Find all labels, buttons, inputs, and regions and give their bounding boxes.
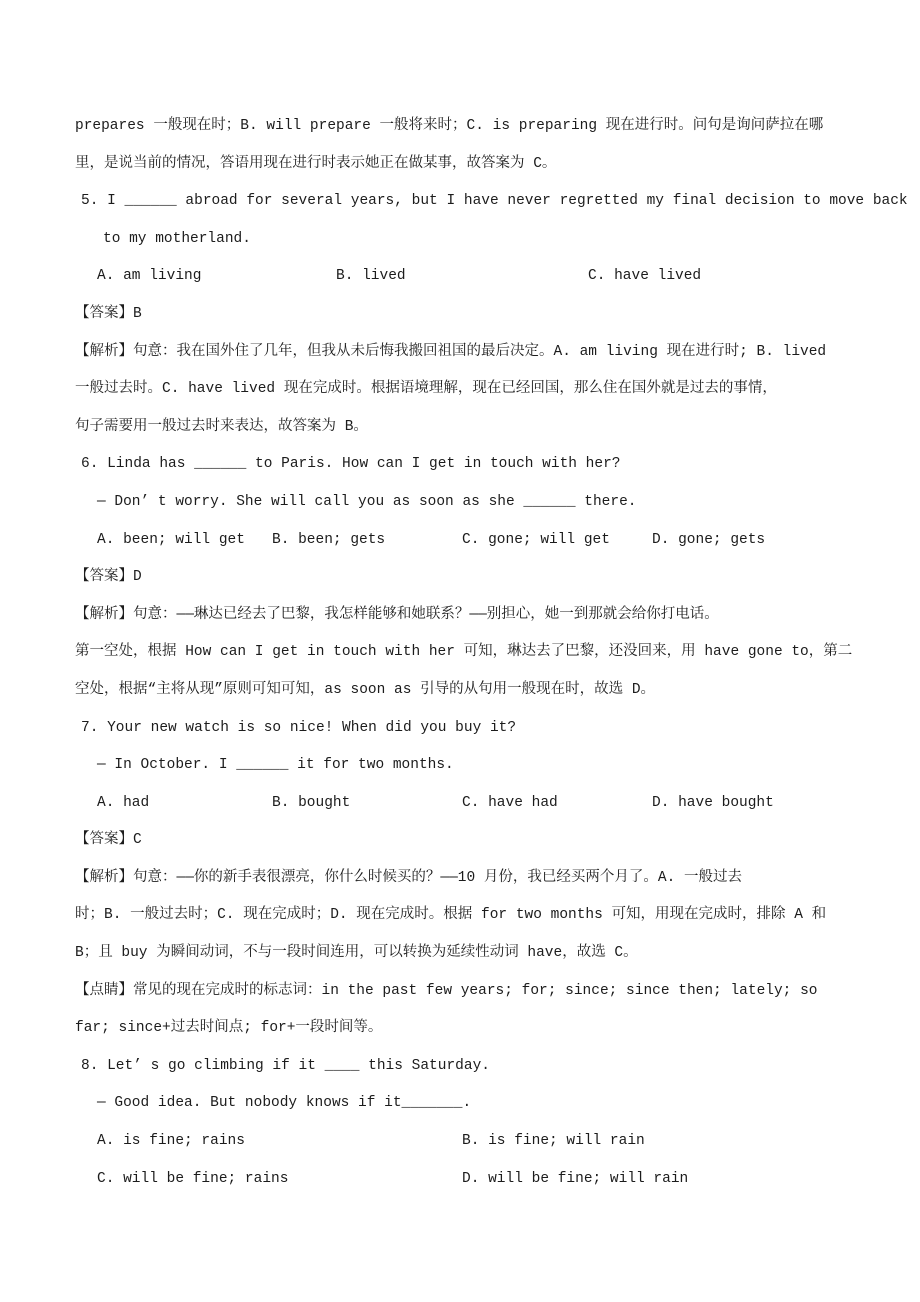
option-item-b: B. is fine; will rain xyxy=(462,1133,645,1150)
analysis-line: 【解析】句意：——琳达已经去了巴黎，我怎样能够和她联系？——别担心，她一到那就会给你打电话。 xyxy=(75,606,719,623)
option-item-a: A. been; will get xyxy=(97,531,245,548)
option-item-c: C. have lived xyxy=(588,268,702,285)
question-continuation: to my motherland. xyxy=(103,230,251,247)
question-line-6: 6. Linda has ______ to Paris. How can I get in touch with her? xyxy=(81,456,621,473)
analysis-line: 第一空处，根据 How can I get in touch with her 可知，琳达去了巴黎，还没回来，用 have gone to，第二 xyxy=(75,644,853,661)
option-item-a: A. had xyxy=(97,794,150,811)
option-item-a: A. am living xyxy=(97,268,202,285)
tip-line: 【点睛】常见的现在完成时的标志词：in the past few years; for; since; since then; lately; so xyxy=(75,982,818,999)
options-row-q6 xyxy=(75,522,845,560)
options-row-q8-cd xyxy=(75,1161,845,1199)
options-row-q8-ab xyxy=(75,1123,845,1161)
option-item-a: A. is fine; rains xyxy=(97,1133,245,1150)
question-line-7: 7. Your new watch is so nice! When did you buy it? xyxy=(81,719,517,736)
analysis-line: 空处，根据“主将从现”原则可知可知，as soon as 引导的从句用一般现在时，故选 D。 xyxy=(75,681,656,698)
option-item-d: D. gone; gets xyxy=(652,531,766,548)
analysis-line: 句子需要用一般过去时来表达，故答案为 B。 xyxy=(75,418,368,435)
option-item-d: D. have bought xyxy=(652,794,774,811)
analysis-line: 里，是说当前的情况，答语用现在进行时表示她正在做某事，故答案为 C。 xyxy=(75,155,557,172)
option-item-d: D. will be fine; will rain xyxy=(462,1170,689,1187)
options-row-q5 xyxy=(75,258,845,296)
option-item-b: B. been; gets xyxy=(272,531,386,548)
dialog-line: — In October. I ______ it for two months. xyxy=(97,757,454,774)
answer-line-q5: 【答案】B xyxy=(75,305,142,322)
analysis-line: 【解析】句意：——你的新手表很漂亮，你什么时候买的？——10 月份，我已经买两个月了。A. 一般过去 xyxy=(75,869,743,886)
analysis-line: 时；B. 一般过去时；C. 现在完成时；D. 现在完成时。根据 for two months 可知，用现在完成时，排除 A 和 xyxy=(75,907,827,924)
option-item-b: B. lived xyxy=(336,268,406,285)
option-item-c: C. gone; will get xyxy=(462,531,610,548)
analysis-line: prepares 一般现在时；B. will prepare 一般将来时；C. is preparing 现在进行时。问句是询问萨拉在哪 xyxy=(75,118,824,134)
dialog-line: — Good idea. But nobody knows if it_______. xyxy=(97,1095,472,1112)
question-line-5: 5. I ______ abroad for several years, but I have never regretted my final decision to move back xyxy=(81,193,908,210)
option-item-c: C. have had xyxy=(462,794,558,811)
option-item-c: C. will be fine; rains xyxy=(97,1170,289,1187)
answer-line-q7: 【答案】C xyxy=(75,832,142,849)
analysis-line: 【解析】句意：我在国外住了几年，但我从未后悔我搬回祖国的最后决定。A. am living 现在进行时; B. lived xyxy=(75,343,827,360)
analysis-line: 一般过去时。C. have lived 现在完成时。根据语境理解，现在已经回国，那么住在国外就是过去的事情， xyxy=(75,381,777,398)
answer-line-q6: 【答案】D xyxy=(75,569,142,586)
tip-line: far; since+过去时间点; for+一段时间等。 xyxy=(75,1020,383,1037)
dialog-line: — Don’ t worry. She will call you as soon as she ______ there. xyxy=(97,493,637,510)
options-row-q7 xyxy=(75,785,845,823)
analysis-line: B；且 buy 为瞬间动词，不与一段时间连用，可以转换为延续性动词 have，故选 C。 xyxy=(75,945,638,962)
option-item-b: B. bought xyxy=(272,794,351,811)
question-line-8: 8. Let’ s go climbing if it ____ this Saturday. xyxy=(81,1057,490,1074)
